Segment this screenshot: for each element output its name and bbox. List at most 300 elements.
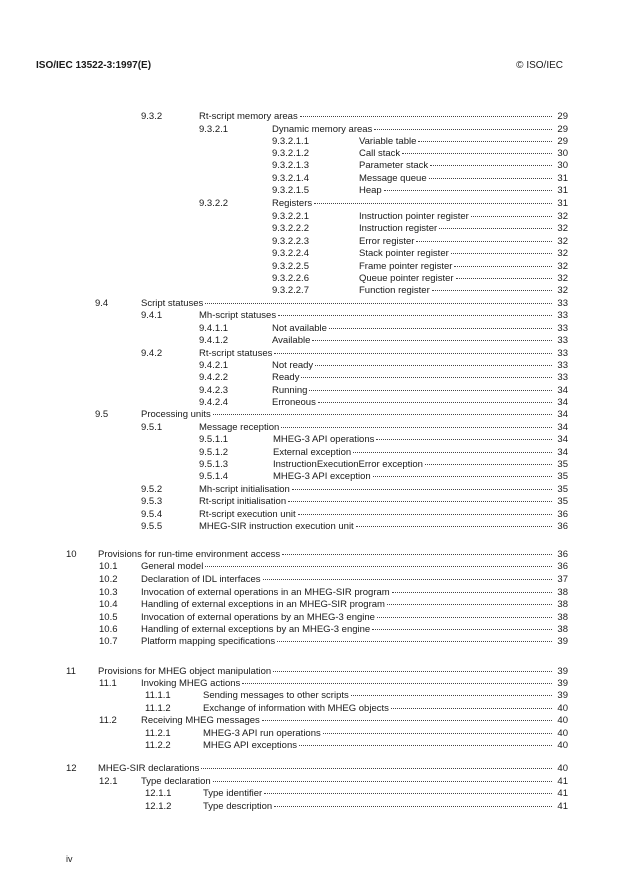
- toc-entry-title-line: [203, 788, 554, 800]
- toc-entry-title: Message queue: [359, 173, 427, 184]
- toc-entry-number: 9.3.2.2.3: [272, 236, 309, 247]
- toc-entry-number: 10.6: [99, 624, 118, 635]
- toc-entry-page: 34: [557, 397, 568, 408]
- toc-entry[interactable]: [0, 624, 568, 636]
- toc-entry-number: 9.4.1: [141, 310, 163, 321]
- toc-entry-page: 38: [557, 624, 568, 635]
- toc-entry-number: 9.5.1.1: [199, 434, 229, 445]
- toc-entry-page: 32: [557, 236, 568, 247]
- toc-entry[interactable]: [0, 323, 568, 335]
- toc-entry-title-line: [141, 678, 554, 690]
- toc-entry-page: 33: [557, 348, 568, 359]
- toc-entry-page: 30: [557, 148, 568, 159]
- toc-entry[interactable]: [0, 740, 568, 752]
- toc-entry-title: Running: [272, 385, 308, 396]
- toc-entry-title: InstructionExecutionError exception: [273, 459, 423, 470]
- toc-entry-number: 11.2.1: [145, 728, 171, 739]
- toc-entry-title-line: [359, 248, 554, 260]
- toc-entry[interactable]: [0, 185, 568, 197]
- toc-entry-number: 9.3.2.1.4: [272, 173, 309, 184]
- toc-entry-title-line: [203, 690, 554, 702]
- toc-entry-number: 10.2: [99, 574, 118, 585]
- toc-entry-number: 9.4.2.4: [199, 397, 229, 408]
- toc-entry-title: Variable table: [359, 136, 417, 147]
- toc-entry-title-line: [141, 561, 554, 573]
- toc-entry-page: 34: [557, 422, 568, 433]
- toc-entry-number: 9.5.1: [141, 422, 163, 433]
- toc-entry-title: General model: [141, 561, 204, 572]
- copyright-header: © ISO/IEC: [516, 60, 563, 71]
- toc-entry-title-line: [141, 298, 554, 310]
- toc-entry[interactable]: [0, 763, 568, 775]
- toc-entry[interactable]: [0, 223, 568, 235]
- toc-entry-title: Mh-script statuses: [199, 310, 277, 321]
- toc-entry-number: 10: [66, 549, 77, 560]
- dot-leader: [213, 781, 552, 782]
- toc-entry[interactable]: [0, 310, 568, 322]
- toc-entry-title: Parameter stack: [359, 160, 429, 171]
- dot-leader: [205, 303, 552, 304]
- toc-entry-title: Receiving MHEG messages: [141, 715, 260, 726]
- toc-entry[interactable]: [0, 728, 568, 740]
- toc-entry-page: 34: [557, 409, 568, 420]
- toc-entry-title-line: [141, 574, 554, 586]
- toc-entry[interactable]: [0, 599, 568, 611]
- dot-leader: [374, 129, 552, 130]
- dot-leader: [402, 153, 552, 154]
- toc-entry-title-line: [141, 636, 554, 648]
- toc-entry-title: Rt-script statuses: [199, 348, 273, 359]
- toc-entry[interactable]: [0, 678, 568, 690]
- toc-entry-number: 10.1: [99, 561, 118, 572]
- toc-entry-title: Instruction register: [359, 223, 438, 234]
- toc-entry-title-line: [359, 160, 554, 172]
- dot-leader: [439, 228, 552, 229]
- dot-leader: [353, 452, 552, 453]
- toc-entry-title-line: [272, 124, 554, 136]
- toc-entry-title: Not available: [272, 323, 327, 334]
- toc-entry[interactable]: [0, 298, 568, 310]
- toc-entry-number: 9.5.1.2: [199, 447, 229, 458]
- toc-entry-page: 32: [557, 223, 568, 234]
- toc-entry[interactable]: [0, 561, 568, 573]
- toc-entry[interactable]: [0, 335, 568, 347]
- toc-entry-title: Registers: [272, 198, 313, 209]
- toc-entry-title: Stack pointer register: [359, 248, 449, 259]
- toc-entry-title: Type description: [203, 801, 273, 812]
- toc-entry-title: Erroneous: [272, 397, 316, 408]
- dot-leader: [387, 604, 552, 605]
- toc-entry-title: Call stack: [359, 148, 401, 159]
- toc-entry[interactable]: [0, 715, 568, 727]
- toc-entry-number: 11.1.2: [145, 703, 171, 714]
- toc-entry-title-line: [98, 666, 554, 678]
- toc-entry-title-line: [199, 310, 554, 322]
- toc-entry-number: 10.3: [99, 587, 118, 598]
- toc-entry-title: Heap: [359, 185, 382, 196]
- toc-entry[interactable]: [0, 703, 568, 715]
- toc-entry-title: MHEG-3 API run operations: [203, 728, 321, 739]
- toc-entry-title-line: [199, 348, 554, 360]
- dot-leader: [262, 720, 552, 721]
- toc-entry-number: 9.3.2: [141, 111, 163, 122]
- toc-entry-page: 39: [557, 636, 568, 647]
- toc-entry-title-line: [203, 728, 554, 740]
- toc-entry-title-line: [141, 599, 554, 611]
- toc-entry-title: Ready: [272, 372, 300, 383]
- dot-leader: [264, 793, 552, 794]
- toc-entry-title: Rt-script execution unit: [199, 509, 296, 520]
- toc-entry-page: 35: [557, 471, 568, 482]
- toc-entry-number: 9.3.2.1: [199, 124, 229, 135]
- toc-entry-number: 9.3.2.1.5: [272, 185, 309, 196]
- dot-leader: [384, 190, 552, 191]
- document-id-header: ISO/IEC 13522-3:1997(E): [36, 60, 152, 71]
- toc-entry-title: Exchange of information with MHEG objects: [203, 703, 389, 714]
- toc-entry-page: 35: [557, 484, 568, 495]
- toc-entry[interactable]: [0, 348, 568, 360]
- dot-leader: [274, 806, 552, 807]
- toc-entry-page: 29: [557, 136, 568, 147]
- toc-entry-page: 36: [557, 509, 568, 520]
- toc-entry-title: Declaration of IDL interfaces: [141, 574, 261, 585]
- toc-entry[interactable]: [0, 666, 568, 678]
- toc-entry[interactable]: [0, 509, 568, 521]
- toc-entry-title-line: [272, 397, 554, 409]
- toc-entry[interactable]: [0, 776, 568, 788]
- toc-entry-page: 40: [557, 740, 568, 751]
- toc-entry-title: Queue pointer register: [359, 273, 454, 284]
- toc-entry-number: 11.1: [99, 678, 117, 689]
- dot-leader: [392, 592, 552, 593]
- toc-entry-page: 40: [557, 715, 568, 726]
- toc-entry[interactable]: [0, 385, 568, 397]
- dot-leader: [292, 489, 552, 490]
- toc-entry[interactable]: [0, 372, 568, 384]
- toc-entry[interactable]: [0, 261, 568, 273]
- toc-entry-number: 11.2: [99, 715, 117, 726]
- toc-entry[interactable]: [0, 124, 568, 136]
- dot-leader: [376, 439, 552, 440]
- toc-entry-number: 9.3.2.2.2: [272, 223, 309, 234]
- toc-entry-title: MHEG API exceptions: [203, 740, 297, 751]
- toc-entry[interactable]: [0, 471, 568, 483]
- toc-entry[interactable]: [0, 612, 568, 624]
- toc-entry-number: 9.4.1.2: [199, 335, 229, 346]
- dot-leader: [282, 554, 552, 555]
- toc-entry-title: Handling of external exceptions in an MHEG-SIR program: [141, 599, 385, 610]
- toc-entry-number: 9.4.2.3: [199, 385, 229, 396]
- toc-entry-page: 29: [557, 111, 568, 122]
- toc-entry-page: 33: [557, 310, 568, 321]
- toc-entry[interactable]: [0, 236, 568, 248]
- toc-entry-title: Dynamic memory areas: [272, 124, 373, 135]
- dot-leader: [318, 402, 552, 403]
- toc-entry[interactable]: [0, 198, 568, 210]
- toc-entry[interactable]: [0, 801, 568, 813]
- dot-leader: [373, 476, 552, 477]
- dot-leader: [278, 315, 552, 316]
- toc-entry-page: 39: [557, 678, 568, 689]
- toc-entry-number: 12.1.1: [145, 788, 172, 799]
- toc-entry-number: 9.5: [95, 409, 109, 420]
- toc-entry-title: Platform mapping specifications: [141, 636, 276, 647]
- toc-entry[interactable]: [0, 521, 568, 533]
- toc-entry-page: 33: [557, 335, 568, 346]
- toc-entry[interactable]: [0, 148, 568, 160]
- toc-entry-page: 31: [557, 185, 568, 196]
- dot-leader: [201, 768, 552, 769]
- dot-leader: [429, 178, 552, 179]
- dot-leader: [377, 617, 552, 618]
- toc-entry-title-line: [359, 148, 554, 160]
- toc-entry-number: 9.3.2.1.2: [272, 148, 309, 159]
- toc-entry-page: 36: [557, 549, 568, 560]
- toc-entry[interactable]: [0, 434, 568, 446]
- toc-entry-page: 36: [557, 561, 568, 572]
- toc-entry[interactable]: [0, 397, 568, 409]
- toc-entry[interactable]: [0, 160, 568, 172]
- toc-entry-title-line: [199, 521, 554, 533]
- dot-leader: [274, 353, 552, 354]
- toc-entry-title-line: [98, 549, 554, 561]
- dot-leader: [454, 266, 552, 267]
- toc-entry-number: 9.5.2: [141, 484, 163, 495]
- dot-leader: [314, 203, 552, 204]
- toc-entry-number: 12.1.2: [145, 801, 172, 812]
- toc-entry[interactable]: [0, 136, 568, 148]
- toc-entry-title: MHEG-SIR instruction execution unit: [199, 521, 354, 532]
- toc-entry-page: 41: [557, 776, 568, 787]
- toc-entry-title: Not ready: [272, 360, 314, 371]
- toc-entry-title-line: [359, 273, 554, 285]
- dot-leader: [277, 641, 552, 642]
- page-number-footer: iv: [66, 854, 73, 864]
- toc-entry-number: 10.4: [99, 599, 118, 610]
- dot-leader: [451, 253, 552, 254]
- toc-entry-title-line: [272, 198, 554, 210]
- dot-leader: [281, 427, 552, 428]
- toc-entry-page: 33: [557, 323, 568, 334]
- toc-entry[interactable]: [0, 211, 568, 223]
- dot-leader: [372, 629, 552, 630]
- toc-entry-number: 10.7: [99, 636, 118, 647]
- toc-entry-title-line: [199, 496, 554, 508]
- toc-entry-number: 9.5.1.4: [199, 471, 229, 482]
- toc-entry-title: Rt-script initialisation: [199, 496, 287, 507]
- toc-entry-title: Provisions for MHEG object manipulation: [98, 666, 272, 677]
- toc-entry-page: 34: [557, 434, 568, 445]
- toc-entry[interactable]: [0, 173, 568, 185]
- toc-entry-page: 34: [557, 447, 568, 458]
- dot-leader: [351, 695, 552, 696]
- toc-entry-number: 9.5.1.3: [199, 459, 229, 470]
- toc-entry-title-line: [199, 111, 554, 123]
- toc-entry[interactable]: [0, 447, 568, 459]
- toc-entry-page: 31: [557, 198, 568, 209]
- dot-leader: [273, 671, 552, 672]
- dot-leader: [242, 683, 552, 684]
- toc-entry-title-line: [141, 409, 554, 421]
- toc-entry-page: 33: [557, 360, 568, 371]
- toc-entry-title: Error register: [359, 236, 415, 247]
- toc-entry[interactable]: [0, 360, 568, 372]
- dot-leader: [418, 141, 552, 142]
- toc-entry-page: 33: [557, 372, 568, 383]
- toc-entry-title-line: [359, 211, 554, 223]
- dot-leader: [471, 216, 552, 217]
- toc-entry-title-line: [199, 509, 554, 521]
- toc-entry[interactable]: [0, 422, 568, 434]
- toc-entry-title: Rt-script memory areas: [199, 111, 298, 122]
- dot-leader: [300, 116, 552, 117]
- toc-entry-number: 9.3.2.2: [199, 198, 229, 209]
- toc-entry-title: Invoking MHEG actions: [141, 678, 241, 689]
- toc-entry-number: 12: [66, 763, 77, 774]
- toc-entry-title-line: [272, 360, 554, 372]
- toc-entry-title-line: [272, 335, 554, 347]
- toc-entry-number: 9.4.1.1: [199, 323, 229, 334]
- toc-entry-page: 40: [557, 703, 568, 714]
- toc-entry-page: 38: [557, 612, 568, 623]
- toc-entry-number: 10.5: [99, 612, 118, 623]
- dot-leader: [301, 377, 552, 378]
- toc-entry-number: 9.3.2.2.1: [272, 211, 309, 222]
- toc-entry-page: 40: [557, 763, 568, 774]
- toc-entry-page: 32: [557, 273, 568, 284]
- toc-entry-number: 11.2.2: [145, 740, 171, 751]
- toc-entry-title-line: [273, 471, 554, 483]
- toc-entry[interactable]: [0, 549, 568, 561]
- dot-leader: [323, 733, 552, 734]
- toc-entry-number: 12.1: [99, 776, 118, 787]
- toc-entry-title-line: [359, 261, 554, 273]
- toc-entry[interactable]: [0, 587, 568, 599]
- toc-entry-title: Provisions for run-time environment access: [98, 549, 281, 560]
- toc-entry-page: 32: [557, 211, 568, 222]
- toc-entry[interactable]: [0, 788, 568, 800]
- toc-entry-page: 35: [557, 496, 568, 507]
- toc-entry-page: 34: [557, 385, 568, 396]
- toc-entry-title: Type declaration: [141, 776, 211, 787]
- toc-entry[interactable]: [0, 409, 568, 421]
- toc-entry[interactable]: [0, 574, 568, 586]
- toc-entry-title-line: [359, 236, 554, 248]
- toc-entry[interactable]: [0, 636, 568, 648]
- toc-entry[interactable]: [0, 285, 568, 297]
- toc-entry-title: Function register: [359, 285, 430, 296]
- toc-entry-title-line: [203, 703, 554, 715]
- toc-entry-number: 9.3.2.1.1: [272, 136, 309, 147]
- dot-leader: [391, 708, 552, 709]
- toc-entry-number: 9.4: [95, 298, 109, 309]
- dot-leader: [263, 579, 552, 580]
- toc-entry-title: Handling of external exceptions by an MHEG-3 engine: [141, 624, 371, 635]
- toc-entry[interactable]: [0, 111, 568, 123]
- dot-leader: [288, 501, 552, 502]
- toc-entry[interactable]: [0, 496, 568, 508]
- toc-entry-number: 9.3.2.2.7: [272, 285, 309, 296]
- toc-entry-page: 39: [557, 690, 568, 701]
- toc-entry-title-line: [359, 173, 554, 185]
- toc-entry-page: 38: [557, 587, 568, 598]
- dot-leader: [205, 566, 552, 567]
- toc-entry-page: 40: [557, 728, 568, 739]
- dot-leader: [329, 328, 552, 329]
- toc-entry-title: Sending messages to other scripts: [203, 690, 349, 701]
- toc-entry[interactable]: [0, 484, 568, 496]
- toc-entry-title: MHEG-SIR declarations: [98, 763, 200, 774]
- toc-entry-title-line: [199, 484, 554, 496]
- toc-entry-title-line: [141, 587, 554, 599]
- toc-entry-title-line: [272, 372, 554, 384]
- toc-entry-title-line: [199, 422, 554, 434]
- toc-entry-title-line: [273, 459, 554, 471]
- dot-leader: [309, 390, 552, 391]
- toc-entry-page: 32: [557, 248, 568, 259]
- toc-entry-title: MHEG-3 API operations: [273, 434, 375, 445]
- toc-entry-page: 41: [557, 801, 568, 812]
- dot-leader: [315, 365, 552, 366]
- toc-entry-title: Invocation of external operations by an MHEG-3 engine: [141, 612, 375, 623]
- toc-entry-title-line: [141, 624, 554, 636]
- toc-entry-title-line: [141, 776, 554, 788]
- toc-entry-page: 37: [557, 574, 568, 585]
- toc-entry-number: 9.5.4: [141, 509, 163, 520]
- toc-entry[interactable]: [0, 459, 568, 471]
- toc-entry-page: 39: [557, 666, 568, 677]
- toc-entry-title-line: [203, 801, 554, 813]
- toc-entry-title: Script statuses: [141, 298, 204, 309]
- toc-entry-page: 32: [557, 261, 568, 272]
- toc-entry-page: 38: [557, 599, 568, 610]
- toc-entry-page: 32: [557, 285, 568, 296]
- toc-entry-title: Mh-script initialisation: [199, 484, 290, 495]
- toc-entry-title: Available: [272, 335, 311, 346]
- toc-entry-title: Type identifier: [203, 788, 263, 799]
- toc-entry-title-line: [359, 223, 554, 235]
- toc-entry-page: 33: [557, 298, 568, 309]
- toc-entry-number: 9.3.2.2.4: [272, 248, 309, 259]
- toc-entry-title-line: [272, 323, 554, 335]
- toc-entry-title-line: [141, 612, 554, 624]
- dot-leader: [298, 514, 552, 515]
- toc-entry-number: 9.3.2.2.6: [272, 273, 309, 284]
- toc-entry-number: 9.3.2.2.5: [272, 261, 309, 272]
- toc-entry[interactable]: [0, 273, 568, 285]
- toc-entry-number: 9.4.2.2: [199, 372, 229, 383]
- toc-entry-title: Invocation of external operations in an MHEG-SIR program: [141, 587, 390, 598]
- toc-entry-number: 11: [66, 666, 76, 677]
- toc-entry-title-line: [273, 434, 554, 446]
- toc-entry-title-line: [359, 136, 554, 148]
- dot-leader: [213, 414, 552, 415]
- toc-entry-title: MHEG-3 API exception: [273, 471, 371, 482]
- toc-entry-page: 35: [557, 459, 568, 470]
- toc-entry-page: 41: [557, 788, 568, 799]
- toc-entry-title: Message reception: [199, 422, 280, 433]
- toc-entry-title: Instruction pointer register: [359, 211, 469, 222]
- toc-entry[interactable]: [0, 690, 568, 702]
- toc-entry-title: Frame pointer register: [359, 261, 453, 272]
- toc-entry-title: Processing units: [141, 409, 211, 420]
- toc-entry-title-line: [203, 740, 554, 752]
- toc-entry[interactable]: [0, 248, 568, 260]
- toc-entry-number: 9.5.5: [141, 521, 163, 532]
- toc-entry-title-line: [359, 185, 554, 197]
- toc-entry-title-line: [359, 285, 554, 297]
- toc-entry-number: 9.5.3: [141, 496, 163, 507]
